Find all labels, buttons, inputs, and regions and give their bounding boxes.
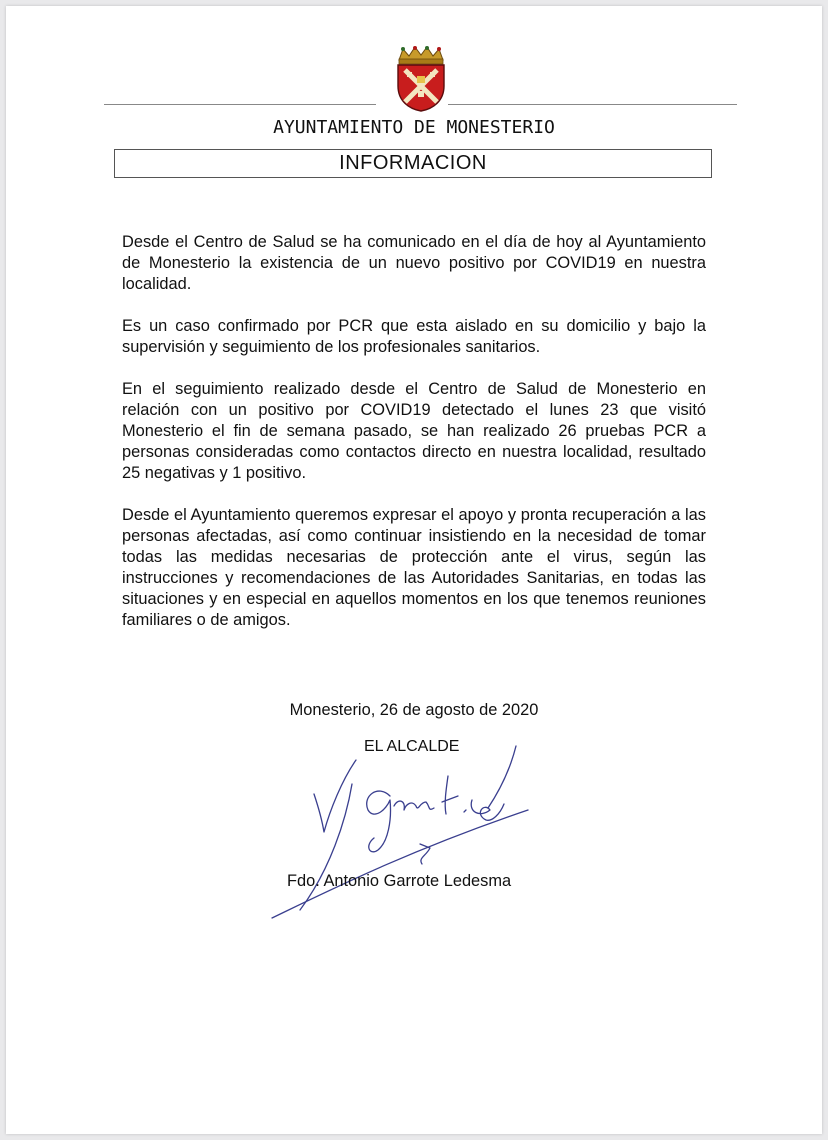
place-and-date: Monesterio, 26 de agosto de 2020: [289, 701, 539, 719]
paragraph: Es un caso confirmado por PCR que esta aislado en su domicilio y bajo la supervisión y seguimiento de los profesionales sanitarios.: [122, 317, 706, 356]
handwritten-signature: [260, 740, 540, 930]
municipal-coat-of-arms: [393, 46, 449, 112]
header-rule-right: [448, 104, 737, 105]
header-rule-left: [104, 104, 376, 105]
signed-by: Fdo. Antonio Garrote Ledesma: [287, 872, 512, 890]
mayor-title: EL ALCALDE: [364, 738, 460, 755]
letter-body: [122, 232, 706, 652]
paragraph: En el seguimiento realizado desde el Centro de Salud de Monesterio en relación con un positivo por COVID19 detectado el lunes 23 que visitó Monesterio el fin de semana pasado, se han realizado 26 pruebas PCR a personas consideradas como contactos directo en nuestra localidad, resultado 25 negativas y 1 positivo.: [122, 380, 706, 482]
paragraph: Desde el Centro de Salud se ha comunicado en el día de hoy al Ayuntamiento de Monesterio la existencia de un nuevo positivo por COVID19 en nuestra localidad.: [122, 233, 706, 293]
organization-title: AYUNTAMIENTO DE MONESTERIO: [273, 117, 555, 138]
paragraph: Desde el Ayuntamiento queremos expresar el apoyo y pronta recuperación a las personas afectadas, así como continuar insistiendo en la necesidad de tomar todas las medidas necesarias de protección ante el virus, según las instrucciones y recomendaciones de las Autoridades Sanitarias, en todas las situaciones y en especial en aquellos momentos en los que tenemos reuniones familiares o de amigos.: [122, 506, 706, 629]
section-title: INFORMACION: [114, 149, 712, 178]
